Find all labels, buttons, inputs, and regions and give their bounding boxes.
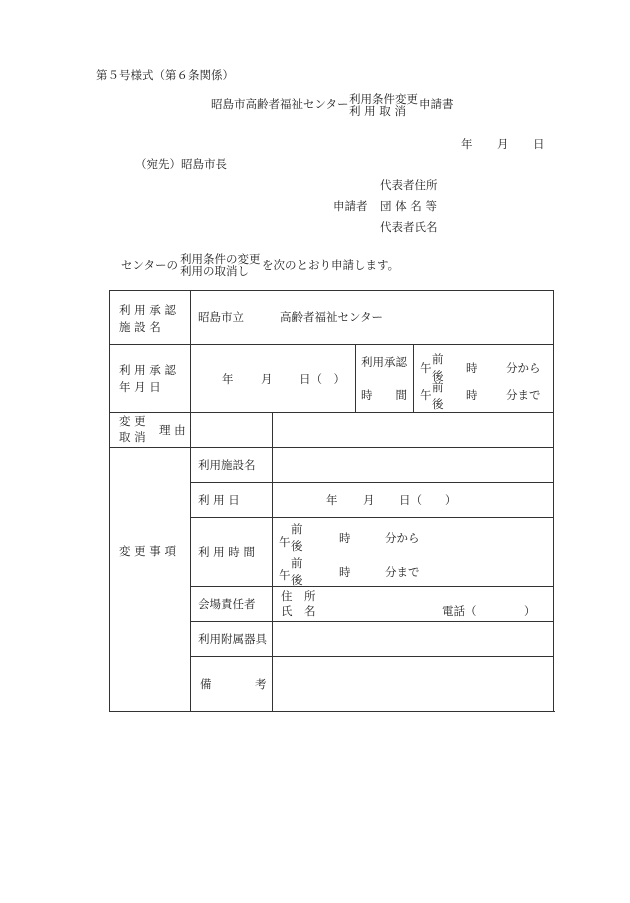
phone-close: ） bbox=[524, 604, 536, 618]
facility-value-city: 昭島市立 bbox=[198, 310, 244, 324]
title-option-cancel: 利 用 取 消 bbox=[349, 104, 406, 119]
remarks-label-second: 考 bbox=[255, 677, 267, 691]
reason-value-cell[interactable] bbox=[273, 413, 554, 448]
usage-end-after: 後 bbox=[291, 573, 303, 587]
start-hour: 時 bbox=[466, 361, 478, 375]
usage-end-pm: 午 bbox=[279, 568, 291, 582]
addressee: （宛先）昭島市長 bbox=[135, 157, 227, 171]
rep-address-label: 代表者住所 bbox=[380, 178, 438, 192]
usage-time-value-cell[interactable] bbox=[273, 518, 554, 587]
approved-date-year: 年 bbox=[222, 372, 234, 386]
statement-option-cancel: 利用の取消し bbox=[180, 264, 249, 279]
end-hour: 時 bbox=[466, 388, 478, 402]
manager-label-cell bbox=[191, 587, 273, 622]
usage-end-until: 分まで bbox=[385, 565, 420, 579]
remarks-label-cell bbox=[191, 657, 273, 712]
start-ampm-after: 後 bbox=[432, 369, 444, 383]
usage-date-value-cell[interactable] bbox=[273, 483, 554, 518]
approved-time-label-line1: 利用承認 bbox=[361, 355, 407, 369]
application-form-table bbox=[109, 290, 554, 712]
approved-date-label-line1: 利 用 承 認 bbox=[119, 363, 176, 377]
usage-time-label-cell bbox=[191, 518, 273, 587]
start-ampm-pm: 午 bbox=[420, 361, 432, 375]
facility-value-cell bbox=[191, 291, 554, 345]
usage-date-label: 利 用 日 bbox=[198, 493, 240, 507]
equipment-label: 利用附属器具 bbox=[198, 632, 267, 646]
usage-date-label-cell bbox=[191, 483, 273, 518]
title-options bbox=[349, 93, 418, 117]
statement-prefix: センターの bbox=[121, 258, 179, 272]
usage-date-month: 月 bbox=[363, 493, 375, 507]
facility-name-label: 利用施設名 bbox=[198, 458, 256, 472]
manager-name-label: 氏 名 bbox=[281, 604, 316, 618]
table-row bbox=[110, 291, 554, 345]
statement-options bbox=[180, 253, 261, 277]
approved-date-label-cell bbox=[110, 345, 191, 413]
usage-start-hour: 時 bbox=[339, 531, 351, 545]
date-year: 年 bbox=[461, 137, 473, 151]
usage-end-hour: 時 bbox=[339, 565, 351, 579]
approved-date-value-cell bbox=[191, 345, 356, 413]
end-until: 分まで bbox=[506, 388, 541, 402]
reason-label-change: 変 更 bbox=[119, 414, 146, 428]
rep-name-label: 代表者氏名 bbox=[380, 220, 438, 234]
remarks-label-first: 備 bbox=[200, 677, 212, 691]
manager-address-label: 住 所 bbox=[281, 589, 316, 603]
change-items-label: 変 更 事 項 bbox=[119, 544, 176, 558]
end-ampm-pm: 午 bbox=[420, 388, 432, 402]
equipment-value-cell[interactable] bbox=[273, 622, 554, 657]
title-option-change: 利用条件変更 bbox=[349, 92, 418, 106]
approved-date-day: 日（ ） bbox=[299, 372, 345, 386]
end-ampm-after: 後 bbox=[432, 397, 444, 411]
approved-time-cell bbox=[356, 345, 554, 413]
usage-time-label: 利 用 時 間 bbox=[198, 545, 255, 559]
table-row bbox=[110, 345, 554, 413]
reason-label-cell bbox=[110, 413, 191, 448]
table-row bbox=[110, 448, 554, 483]
facility-label-line1: 利 用 承 認 bbox=[119, 303, 176, 317]
reason-label-reason: 理 由 bbox=[159, 423, 186, 437]
remarks-value-cell[interactable] bbox=[273, 657, 554, 712]
title-suffix: 申請書 bbox=[419, 97, 454, 111]
usage-date-day: 日（ ） bbox=[399, 493, 457, 507]
start-ampm-am: 前 bbox=[432, 352, 444, 366]
phone-label: 電話（ bbox=[442, 604, 477, 618]
reason-select-cell[interactable] bbox=[191, 413, 273, 448]
usage-start-am: 前 bbox=[291, 522, 303, 536]
facility-value-name: 高齢者福祉センター bbox=[280, 310, 384, 324]
approved-date-month: 月 bbox=[261, 372, 273, 386]
facility-name-value-cell[interactable] bbox=[273, 448, 554, 483]
statement-option-change: 利用条件の変更 bbox=[180, 252, 261, 266]
group-name-label: 団 体 名 等 bbox=[380, 199, 437, 213]
usage-start-pm: 午 bbox=[279, 535, 291, 549]
manager-value-cell[interactable] bbox=[273, 587, 554, 622]
applicant-label: 申請者 bbox=[333, 199, 368, 213]
table-row bbox=[110, 413, 554, 448]
change-items-label-cell bbox=[110, 448, 191, 712]
facility-label-line2: 施 設 名 bbox=[119, 320, 161, 334]
date-day: 日 bbox=[533, 137, 545, 151]
usage-start-after: 後 bbox=[291, 539, 303, 553]
end-ampm-am: 前 bbox=[432, 380, 444, 394]
date-month: 月 bbox=[497, 137, 509, 151]
usage-start-from: 分から bbox=[385, 531, 420, 545]
approved-time-label-line2: 時 間 bbox=[361, 388, 407, 402]
facility-name-label-cell bbox=[191, 448, 273, 483]
facility-label-cell bbox=[110, 291, 191, 345]
approved-time-divider bbox=[413, 345, 414, 412]
start-from: 分から bbox=[506, 361, 541, 375]
usage-date-year: 年 bbox=[326, 493, 338, 507]
reason-label-cancel: 取 消 bbox=[119, 430, 146, 444]
approved-date-label-line2: 年 月 日 bbox=[119, 380, 161, 394]
usage-end-am: 前 bbox=[291, 556, 303, 570]
title-prefix: 昭島市高齢者福祉センター bbox=[211, 97, 349, 111]
statement-suffix: を次のとおり申請します。 bbox=[262, 258, 400, 272]
manager-label: 会場責任者 bbox=[198, 597, 256, 611]
form-number: 第５号様式（第６条関係） bbox=[96, 68, 234, 82]
equipment-label-cell bbox=[191, 622, 273, 657]
